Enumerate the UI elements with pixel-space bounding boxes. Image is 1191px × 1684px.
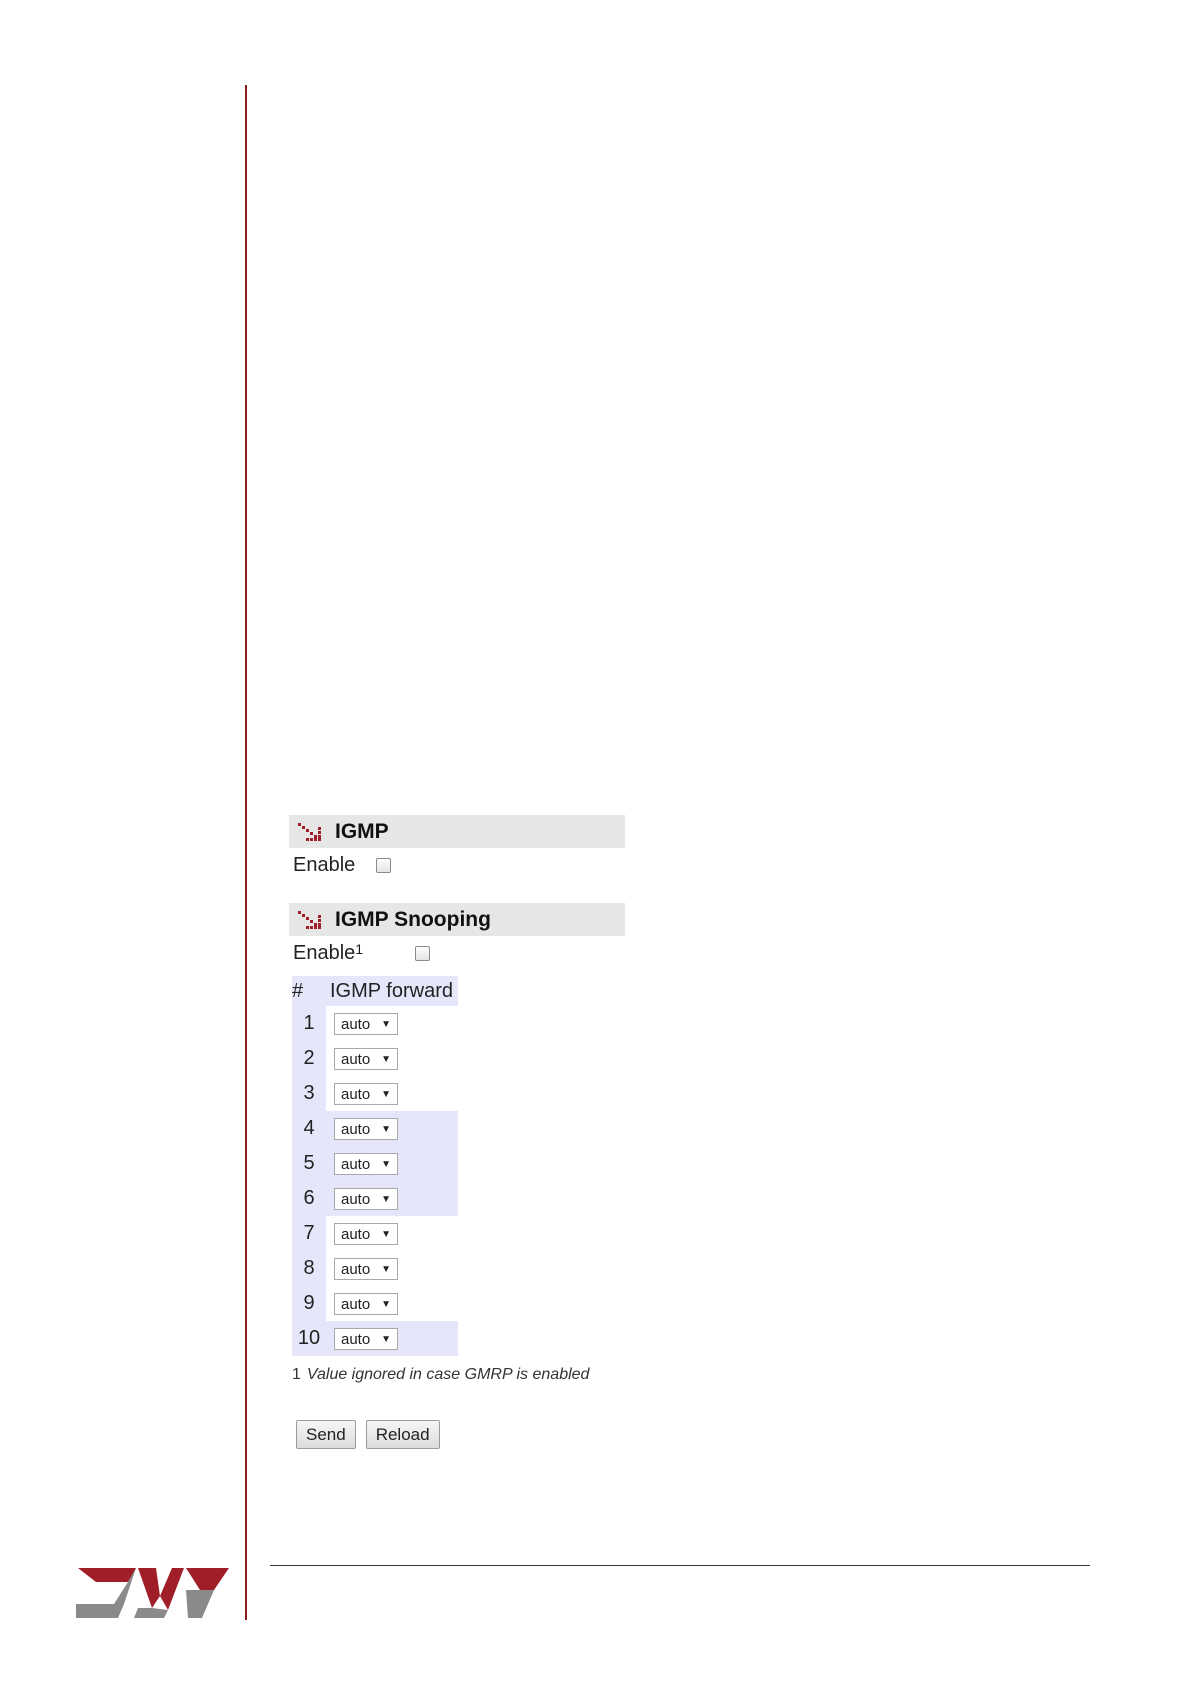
snooping-enable-row — [289, 936, 625, 970]
igmp-forward-select[interactable] — [334, 1153, 398, 1175]
form-buttons — [296, 1420, 625, 1449]
igmp-snooping-header — [289, 903, 625, 936]
igmp-forward-select[interactable] — [334, 1083, 398, 1105]
row-number: 8 — [292, 1251, 326, 1286]
dropdown-arrow-icon: ▼ — [381, 1228, 391, 1240]
igmp-forward-select[interactable] — [334, 1223, 398, 1245]
igmp-forward-select[interactable] — [334, 1293, 398, 1315]
igmp-forward-cell — [326, 1006, 458, 1041]
igmp-enable-label: Enable — [293, 853, 356, 876]
table-row — [292, 1321, 458, 1356]
igmp-forward-cell — [326, 1076, 458, 1111]
row-number: 1 — [292, 1006, 326, 1041]
igmp-forward-select[interactable] — [334, 1258, 398, 1280]
footnote-text: Value ignored in case GMRP is enabled — [306, 1366, 590, 1383]
select-value: auto — [341, 1155, 371, 1173]
row-number: 5 — [292, 1146, 326, 1181]
table-row — [292, 1251, 458, 1286]
footnote-mark: 1 — [355, 940, 364, 957]
igmp-snooping-panel — [289, 903, 625, 1449]
igmp-title: IGMP — [335, 819, 389, 843]
section-arrow-icon — [297, 822, 325, 842]
igmp-forward-rows — [292, 1006, 458, 1356]
snooping-enable-text: Enable — [293, 941, 356, 964]
igmp-snooping-title: IGMP Snooping — [335, 907, 491, 931]
dropdown-arrow-icon: ▼ — [381, 1263, 391, 1275]
row-number: 3 — [292, 1076, 326, 1111]
select-value: auto — [341, 1085, 371, 1103]
section-arrow-icon — [297, 910, 325, 930]
row-number: 7 — [292, 1216, 326, 1251]
igmp-forward-select[interactable] — [334, 1118, 398, 1140]
dropdown-arrow-icon: ▼ — [381, 1053, 391, 1065]
table-row — [292, 1006, 458, 1041]
igmp-enable-checkbox[interactable] — [376, 858, 391, 873]
dropdown-arrow-icon: ▼ — [381, 1123, 391, 1135]
igmp-forward-cell — [326, 1286, 458, 1321]
dropdown-arrow-icon: ▼ — [381, 1088, 391, 1100]
page-margin-line — [245, 85, 247, 1620]
igmp-forward-table — [292, 976, 458, 1356]
row-number: 10 — [292, 1321, 326, 1356]
igmp-forward-select[interactable] — [334, 1328, 398, 1350]
igmp-forward-cell — [326, 1181, 458, 1216]
footnote — [289, 1366, 625, 1384]
row-number: 4 — [292, 1111, 326, 1146]
select-value: auto — [341, 1015, 371, 1033]
igmp-enable-row — [289, 848, 625, 882]
igmp-forward-cell — [326, 1041, 458, 1076]
dropdown-arrow-icon: ▼ — [381, 1333, 391, 1345]
igmp-forward-cell — [326, 1216, 458, 1251]
select-value: auto — [341, 1120, 371, 1138]
table-row — [292, 1041, 458, 1076]
dropdown-arrow-icon: ▼ — [381, 1018, 391, 1030]
column-header-number: # — [292, 976, 326, 1006]
igmp-header — [289, 815, 625, 848]
select-value: auto — [341, 1260, 371, 1278]
select-value: auto — [341, 1225, 371, 1243]
table-row — [292, 1076, 458, 1111]
igmp-forward-cell — [326, 1251, 458, 1286]
dropdown-arrow-icon: ▼ — [381, 1193, 391, 1205]
table-row — [292, 1216, 458, 1251]
igmp-forward-cell — [326, 1111, 458, 1146]
snooping-enable-checkbox[interactable] — [415, 946, 430, 961]
row-number: 6 — [292, 1181, 326, 1216]
igmp-forward-cell — [326, 1321, 458, 1356]
igmp-panel — [289, 815, 625, 882]
dropdown-arrow-icon: ▼ — [381, 1298, 391, 1310]
table-row — [292, 1181, 458, 1216]
table-row — [292, 1111, 458, 1146]
select-value: auto — [341, 1330, 371, 1348]
table-row — [292, 1286, 458, 1321]
row-number: 2 — [292, 1041, 326, 1076]
table-row — [292, 1146, 458, 1181]
footer-rule — [270, 1565, 1090, 1566]
footnote-number: 1 — [292, 1366, 301, 1383]
dropdown-arrow-icon: ▼ — [381, 1158, 391, 1170]
snooping-enable-label — [293, 942, 363, 965]
row-number: 9 — [292, 1286, 326, 1321]
igmp-forward-cell — [326, 1146, 458, 1181]
igmp-forward-select[interactable] — [334, 1013, 398, 1035]
igmp-forward-select[interactable] — [334, 1188, 398, 1210]
select-value: auto — [341, 1295, 371, 1313]
igmp-forward-select[interactable] — [334, 1048, 398, 1070]
company-logo — [76, 1568, 229, 1618]
column-header-igmp-forward: IGMP forward — [326, 976, 458, 1006]
table-header-row — [292, 976, 458, 1006]
select-value: auto — [341, 1190, 371, 1208]
select-value: auto — [341, 1050, 371, 1068]
reload-button[interactable]: Reload — [366, 1420, 440, 1449]
send-button[interactable]: Send — [296, 1420, 356, 1449]
